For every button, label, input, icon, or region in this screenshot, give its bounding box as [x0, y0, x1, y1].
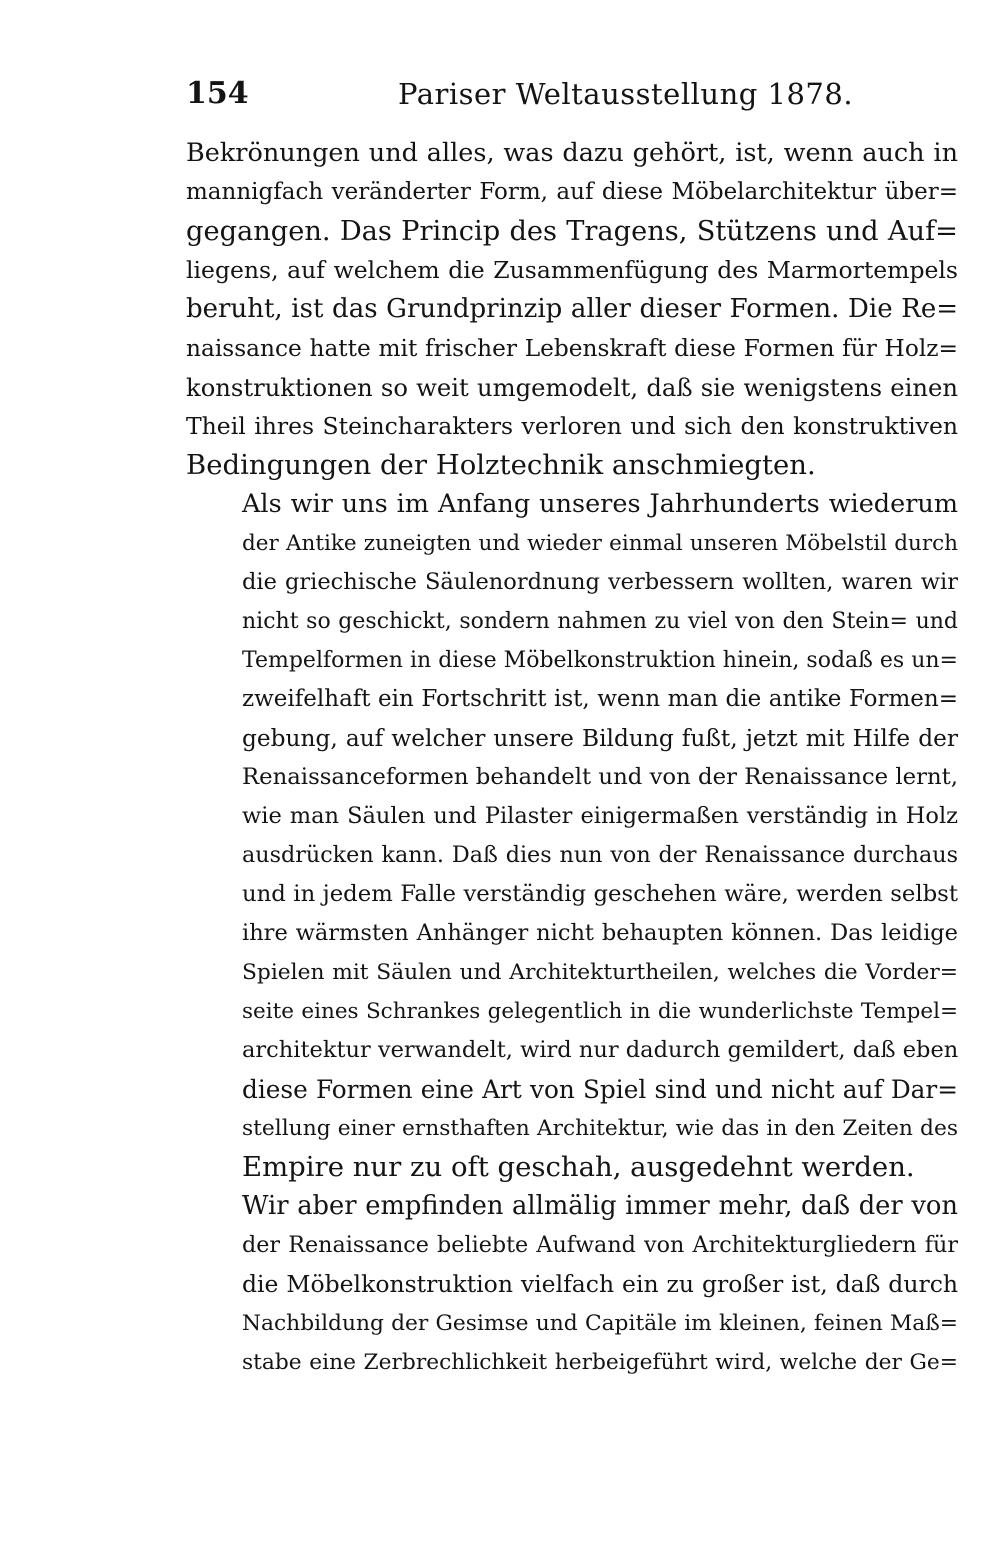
text-line: seite eines Schrankes gelegentlich in die wunderlichste Tempel=: [242, 999, 958, 1024]
text-line: ihre wärmsten Anhänger nicht behaupten können. Das leidige: [242, 920, 958, 946]
text-line: konstruktionen so weit umgemodelt, daß sie wenigstens einen: [186, 373, 958, 402]
text-line: Renaissanceformen behandelt und von der Renaissance lernt,: [242, 764, 958, 790]
text-line: die griechische Säulenordnung verbessern wollten, waren wir: [242, 569, 958, 595]
text-line: Wir aber empfinden allmälig immer mehr, daß der von: [242, 1191, 958, 1221]
text-line: der Renaissance beliebte Aufwand von Architekturgliedern für: [242, 1232, 958, 1258]
text-line: beruht, ist das Grundprinzip aller dieser Formen. Die Re=: [186, 294, 958, 324]
paragraph-1: [186, 134, 958, 485]
text-line: Empire nur zu oft geschah, ausgedehnt werden.: [242, 1151, 915, 1183]
text-line: gegangen. Das Princip des Tragens, Stützens und Auf=: [186, 216, 958, 247]
running-head: [186, 72, 958, 116]
text-line: diese Formen eine Art von Spiel sind und nicht auf Dar=: [242, 1075, 958, 1104]
text-line: gebung, auf welcher unsere Bildung fußt, jetzt mit Hilfe der: [242, 725, 958, 752]
text-line: naissance hatte mit frischer Lebenskraft diese Formen für Holz=: [186, 335, 958, 362]
text-line: zweifelhaft ein Fortschritt ist, wenn man die antike Formen=: [242, 686, 958, 712]
text-line: die Möbelkonstruktion vielfach ein zu großer ist, daß durch: [242, 1270, 958, 1298]
text-line: nicht so geschickt, sondern nahmen zu viel von den Stein= und: [242, 609, 958, 634]
text-line: stabe eine Zerbrechlichkeit herbeigeführt wird, welche der Ge=: [242, 1350, 958, 1375]
text-line: Als wir uns im Anfang unseres Jahrhunderts wiederum: [242, 489, 958, 519]
body-text: [186, 134, 958, 1382]
text-line: architektur verwandelt, wird nur dadurch gemildert, daß eben: [242, 1037, 959, 1063]
text-line: ausdrücken kann. Daß dies nun von der Renaissance durchaus: [242, 842, 958, 868]
text-line: mannigfach veränderter Form, auf diese Möbelarchitektur über=: [186, 179, 958, 205]
text-line: Bekrönungen und alles, was dazu gehört, ist, wenn auch in: [186, 138, 958, 168]
text-line: und in jedem Falle verständig geschehen wäre, werden selbst: [242, 881, 958, 907]
text-line: Nachbildung der Gesimse und Capitäle im kleinen, feinen Maß=: [242, 1311, 958, 1336]
text-line: wie man Säulen und Pilaster einigermaßen verständig in Holz: [242, 803, 958, 829]
text-line: Bedingungen der Holztechnik anschmiegten.: [186, 449, 816, 481]
paragraph-2: [186, 485, 958, 1187]
paragraph-3: [186, 1187, 958, 1382]
running-title: Pariser Weltausstellung 1878.: [398, 77, 854, 111]
page-number: 154: [186, 76, 249, 111]
text-line: Tempelformen in diese Möbelkonstruktion hinein, sodaß es un=: [242, 648, 958, 673]
text-line: liegens, auf welchem die Zusammenfügung des Marmortempels: [186, 256, 958, 284]
text-line: der Antike zuneigten und wieder einmal unseren Möbelstil durch: [242, 531, 958, 556]
text-line: stellung einer ernsthaften Architektur, wie das in den Zeiten des: [242, 1116, 958, 1141]
text-line: Spielen mit Säulen und Architekturtheilen, welches die Vorder=: [242, 960, 958, 985]
text-line: Theil ihres Steincharakters verloren und sich den konstruktiven: [186, 412, 958, 440]
